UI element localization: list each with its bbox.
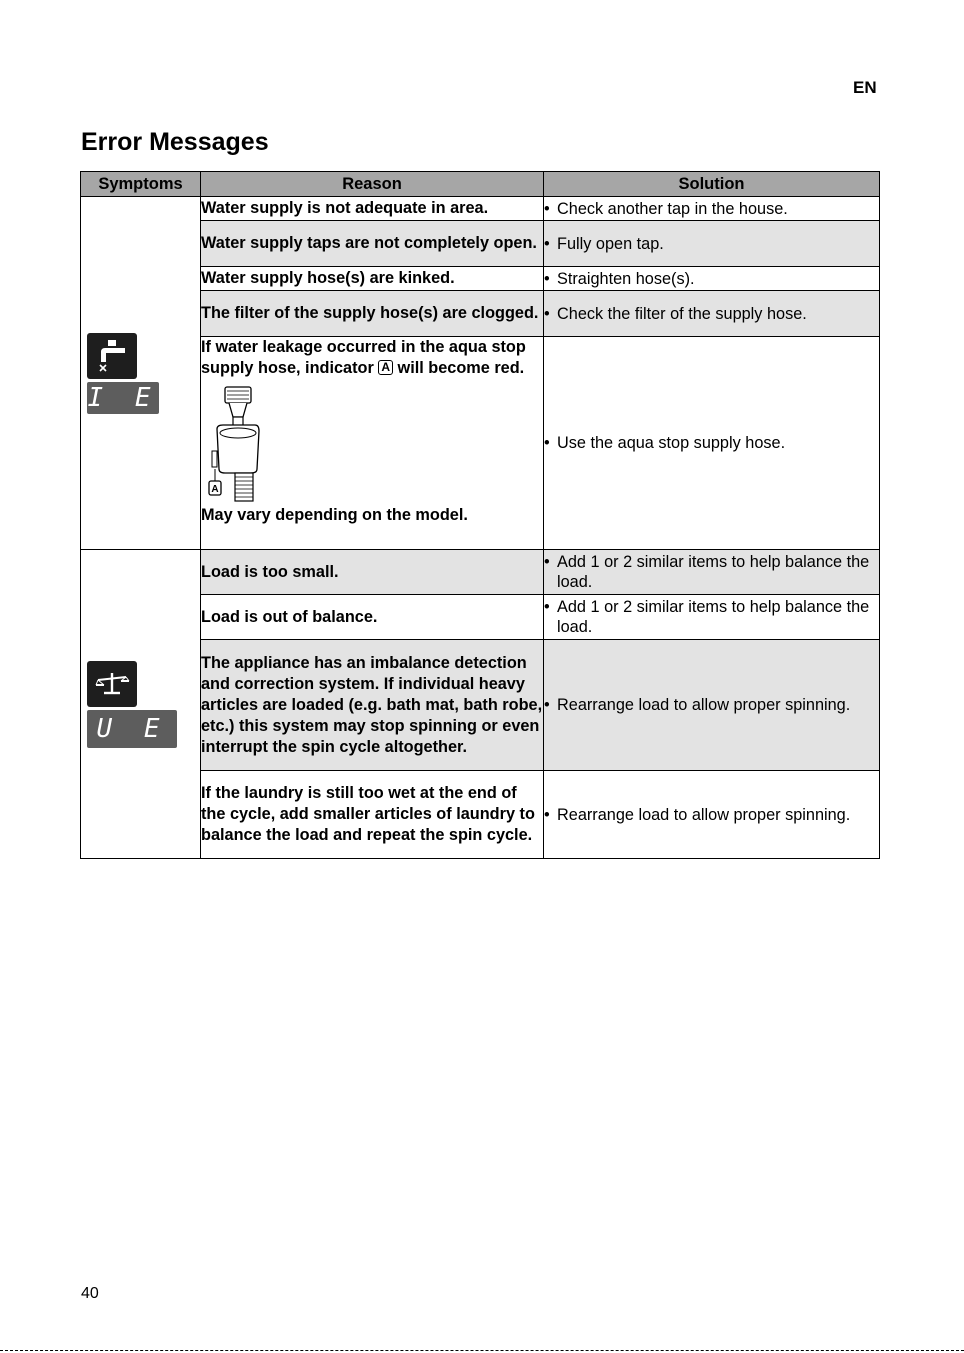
solution-cell: • Check another tap in the house. — [544, 197, 880, 221]
error-code: U E — [96, 713, 168, 744]
solution-cell: • Use the aqua stop supply hose. — [544, 337, 880, 550]
reason-cell: If water leakage occurred in the aqua stop supply hose, indicator A will become red. A May vary depending on the model. — [201, 337, 544, 550]
solution-cell: • Straighten hose(s). — [544, 267, 880, 291]
solution-cell: • Add 1 or 2 similar items to help balance the load. — [544, 550, 880, 595]
aqua-stop-hose-icon — [207, 385, 277, 503]
column-header-symptoms: Symptoms — [81, 172, 201, 197]
page-number: 40 — [81, 1285, 99, 1302]
solution-cell: • Fully open tap. — [544, 221, 880, 267]
table-row — [81, 640, 880, 771]
reason-cell: Water supply is not adequate in area. — [201, 197, 544, 221]
table-row — [81, 550, 880, 595]
table-row — [81, 221, 880, 267]
indicator-badge: A — [378, 360, 393, 375]
reason-cell: Water supply taps are not completely open. — [201, 221, 544, 267]
reason-cell: The filter of the supply hose(s) are clogged. — [201, 291, 544, 337]
error-code: I E — [87, 382, 159, 413]
solution-cell: • Rearrange load to allow proper spinning. — [544, 771, 880, 859]
model-note: May vary depending on the model. — [201, 506, 468, 524]
error-code-display — [87, 382, 159, 414]
page-title: Error Messages — [81, 128, 269, 156]
solution-cell: • Rearrange load to allow proper spinning. — [544, 640, 880, 771]
solution-cell: • Add 1 or 2 similar items to help balance the load. — [544, 595, 880, 640]
symptom-cell-balance — [81, 550, 201, 859]
table-row — [81, 267, 880, 291]
table-row — [81, 291, 880, 337]
water-tap-icon — [87, 333, 137, 379]
error-code-display — [87, 710, 177, 748]
column-header-reason: Reason — [201, 172, 544, 197]
table-row — [81, 337, 880, 550]
reason-cell: Load is out of balance. — [201, 595, 544, 640]
solution-cell: • Check the filter of the supply hose. — [544, 291, 880, 337]
column-header-solution: Solution — [544, 172, 880, 197]
symptom-cell-water — [81, 197, 201, 550]
reason-cell: Load is too small. — [201, 550, 544, 595]
language-code: EN — [853, 78, 877, 97]
reason-cell: If the laundry is still too wet at the end of the cycle, add smaller articles of laundry to balance the load and repeat the spin cycle. — [201, 771, 544, 859]
balance-scale-icon — [87, 661, 137, 707]
figure-label: A — [211, 484, 219, 495]
table-row — [81, 595, 880, 640]
table-row — [81, 197, 880, 221]
reason-cell: The appliance has an imbalance detection and correction system. If individual heavy articles are loaded (e.g. bath mat, bath robe, etc.) this system may stop spinning or even interrupt the spin cycle altogether. — [201, 640, 544, 771]
footer-divider — [0, 1350, 964, 1351]
error-messages-table — [80, 171, 880, 859]
table-header-row — [81, 172, 880, 197]
reason-cell: Water supply hose(s) are kinked. — [201, 267, 544, 291]
table-row — [81, 771, 880, 859]
